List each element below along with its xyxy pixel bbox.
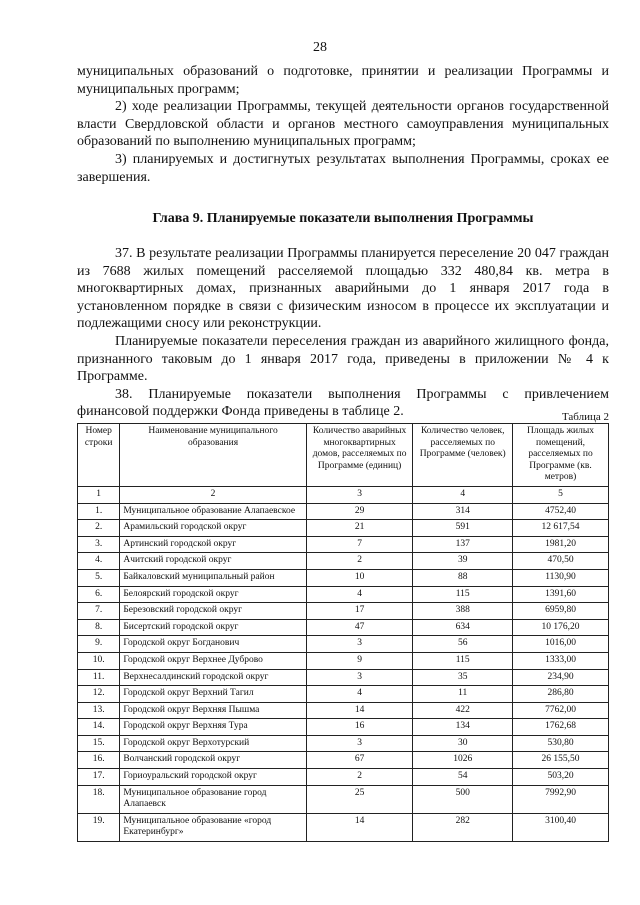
municipality-name: Городской округ Верхняя Тура	[120, 719, 306, 736]
municipality-name: Городской округ Верхотурский	[120, 735, 306, 752]
area-value: 7992,90	[513, 785, 609, 813]
paragraph-appendix: Планируемые показатели переселения граждан из аварийного жилищного фонда, признанного таковым до 1 января 2017 года, приведены в приложении № 4 к Программе.	[77, 333, 609, 385]
area-value: 3100,40	[513, 813, 609, 841]
houses-count: 29	[306, 503, 413, 520]
people-count: 115	[413, 652, 513, 669]
people-count: 137	[413, 536, 513, 553]
table-row	[78, 813, 609, 841]
table-row	[78, 603, 609, 620]
people-count: 115	[413, 586, 513, 603]
people-count: 30	[413, 735, 513, 752]
area-value: 7762,00	[513, 702, 609, 719]
column-number: 5	[513, 486, 609, 503]
area-value: 234,90	[513, 669, 609, 686]
table-header-row	[78, 424, 609, 487]
people-count: 500	[413, 785, 513, 813]
row-number: 2.	[78, 520, 120, 537]
people-count: 54	[413, 769, 513, 786]
municipality-name: Городской округ Верхнее Дуброво	[120, 652, 306, 669]
row-number: 8.	[78, 619, 120, 636]
people-count: 282	[413, 813, 513, 841]
row-number: 7.	[78, 603, 120, 620]
houses-count: 3	[306, 735, 413, 752]
row-number: 5.	[78, 569, 120, 586]
people-count: 422	[413, 702, 513, 719]
people-count: 56	[413, 636, 513, 653]
row-number: 16.	[78, 752, 120, 769]
intro-text	[77, 63, 609, 186]
area-value: 530,80	[513, 735, 609, 752]
table-row	[78, 503, 609, 520]
municipality-name: Березовский городской округ	[120, 603, 306, 620]
table-body	[78, 503, 609, 841]
row-number: 17.	[78, 769, 120, 786]
municipality-name: Бисертский городской округ	[120, 619, 306, 636]
column-number: 2	[120, 486, 306, 503]
area-value: 1333,00	[513, 652, 609, 669]
people-count: 35	[413, 669, 513, 686]
page-number: 28	[313, 40, 327, 55]
table-column-numbers-row	[78, 486, 609, 503]
people-count: 39	[413, 553, 513, 570]
people-count: 88	[413, 569, 513, 586]
area-value: 12 617,54	[513, 520, 609, 537]
intro-line-2: 2) ходе реализации Программы, текущей деятельности органов государственной власти Свердловской области и органов местного самоуправления муниципальных образований по выполнению муниципальных программ;	[77, 99, 609, 150]
people-count: 634	[413, 619, 513, 636]
houses-count: 3	[306, 669, 413, 686]
houses-count: 25	[306, 785, 413, 813]
municipality-name: Белоярский городской округ	[120, 586, 306, 603]
municipality-name: Ачитский городской округ	[120, 553, 306, 570]
houses-count: 7	[306, 536, 413, 553]
table-row	[78, 536, 609, 553]
row-number: 19.	[78, 813, 120, 841]
people-count: 314	[413, 503, 513, 520]
municipality-name: Городской округ Верхний Тагил	[120, 686, 306, 703]
row-number: 4.	[78, 553, 120, 570]
houses-count: 47	[306, 619, 413, 636]
area-value: 1016,00	[513, 636, 609, 653]
area-value: 503,20	[513, 769, 609, 786]
area-value: 1391,60	[513, 586, 609, 603]
table-row	[78, 719, 609, 736]
body-text	[77, 245, 609, 421]
people-count: 11	[413, 686, 513, 703]
houses-count: 67	[306, 752, 413, 769]
table-row	[78, 569, 609, 586]
paragraph-37: 37. В результате реализации Программы планируется переселение 20 047 граждан из 7688 жилых помещений расселяемой площадью 332 480,84 кв. метра в многоквартирных домах, признанных аварийными до 1 января 2017 года в установленном порядке в связи с физическим износом в процессе их эксплуатации и подлежащими сносу или реконструкции.	[77, 246, 609, 332]
municipality-name: Волчанский городской округ	[120, 752, 306, 769]
houses-count: 17	[306, 603, 413, 620]
area-value: 4752,40	[513, 503, 609, 520]
table-row	[78, 636, 609, 653]
area-value: 26 155,50	[513, 752, 609, 769]
houses-count: 3	[306, 636, 413, 653]
row-number: 1.	[78, 503, 120, 520]
houses-count: 14	[306, 813, 413, 841]
header-municipality: Наименование муниципального образования	[120, 424, 306, 487]
indicators-table	[77, 423, 609, 842]
header-row-number: Номер строки	[78, 424, 120, 487]
column-number: 3	[306, 486, 413, 503]
table-row	[78, 702, 609, 719]
houses-count: 10	[306, 569, 413, 586]
houses-count: 14	[306, 702, 413, 719]
table-row	[78, 553, 609, 570]
houses-count: 4	[306, 586, 413, 603]
table-row	[78, 769, 609, 786]
people-count: 1026	[413, 752, 513, 769]
table-row	[78, 752, 609, 769]
table-row	[78, 785, 609, 813]
header-people: Количество человек, расселяемых по Программе (человек)	[413, 424, 513, 487]
row-number: 15.	[78, 735, 120, 752]
area-value: 1981,20	[513, 536, 609, 553]
municipality-name: Верхнесалдинский городской округ	[120, 669, 306, 686]
row-number: 14.	[78, 719, 120, 736]
row-number: 6.	[78, 586, 120, 603]
people-count: 388	[413, 603, 513, 620]
area-value: 1762,68	[513, 719, 609, 736]
intro-line-1: муниципальных образований о подготовке, принятии и реализации Программы и муниципальных программ;	[77, 64, 609, 97]
area-value: 10 176,20	[513, 619, 609, 636]
municipality-name: Артинский городской округ	[120, 536, 306, 553]
municipality-name: Гориоуральский городской округ	[120, 769, 306, 786]
table-row	[78, 735, 609, 752]
houses-count: 9	[306, 652, 413, 669]
row-number: 18.	[78, 785, 120, 813]
table-row	[78, 686, 609, 703]
area-value: 286,80	[513, 686, 609, 703]
column-number: 1	[78, 486, 120, 503]
area-value: 1130,90	[513, 569, 609, 586]
municipality-name: Муниципальное образование «город Екатеринбург»	[120, 813, 306, 841]
municipality-name: Муниципальное образование город Алапаевск	[120, 785, 306, 813]
row-number: 10.	[78, 652, 120, 669]
houses-count: 4	[306, 686, 413, 703]
row-number: 3.	[78, 536, 120, 553]
column-number: 4	[413, 486, 513, 503]
intro-line-3: 3) планируемых и достигнутых результатах выполнения Программы, сроках ее завершения.	[77, 151, 609, 185]
header-area: Площадь жилых помещений, расселяемых по Программе (кв. метров)	[513, 424, 609, 487]
row-number: 9.	[78, 636, 120, 653]
table-row	[78, 520, 609, 537]
table-caption: Таблица 2	[561, 411, 609, 423]
houses-count: 21	[306, 520, 413, 537]
municipality-name: Муниципальное образование Алапаевское	[120, 503, 306, 520]
houses-count: 2	[306, 553, 413, 570]
municipality-name: Городской округ Верхняя Пышма	[120, 702, 306, 719]
row-number: 12.	[78, 686, 120, 703]
area-value: 470,50	[513, 553, 609, 570]
table-row	[78, 669, 609, 686]
chapter-heading: Глава 9. Планируемые показатели выполнения Программы	[152, 211, 534, 226]
municipality-name: Городской округ Богданович	[120, 636, 306, 653]
table-row	[78, 586, 609, 603]
row-number: 13.	[78, 702, 120, 719]
row-number: 11.	[78, 669, 120, 686]
area-value: 6959,80	[513, 603, 609, 620]
paragraph-38: 38. Планируемые показатели выполнения Программы с привлечением финансовой поддержки Фонда приведены в таблице 2.	[77, 386, 609, 420]
people-count: 134	[413, 719, 513, 736]
people-count: 591	[413, 520, 513, 537]
municipality-name: Байкаловский муниципальный район	[120, 569, 306, 586]
houses-count: 16	[306, 719, 413, 736]
table-row	[78, 652, 609, 669]
houses-count: 2	[306, 769, 413, 786]
table-row	[78, 619, 609, 636]
header-houses: Количество аварийных многоквартирных домов, расселяемых по Программе (единиц)	[306, 424, 413, 487]
municipality-name: Арамильский городской округ	[120, 520, 306, 537]
